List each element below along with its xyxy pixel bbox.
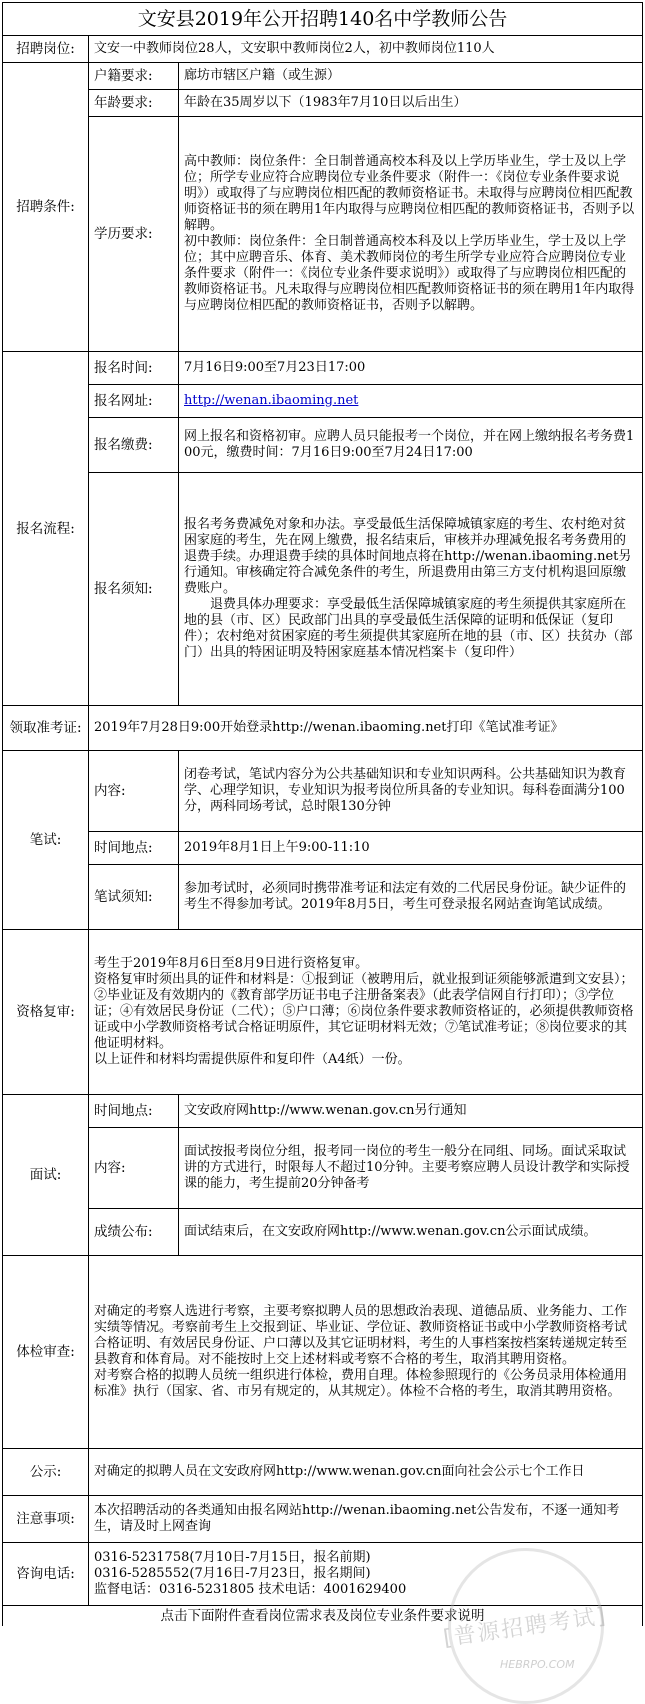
attachment-note[interactable]: 点击下面附件查看岗位需求表及岗位专业条件要求说明 xyxy=(3,1606,643,1627)
reg-fee-label: 报名缴费: xyxy=(89,418,179,473)
publicity-value: 对确定的拟聘人员在文安政府网http://www.wenan.gov.cn面向社会公示七个工作日 xyxy=(89,1449,643,1496)
age-value: 年龄在35周岁以下（1983年7月10日以后出生） xyxy=(179,90,643,117)
interview-time-row xyxy=(3,1095,643,1128)
announcement-table xyxy=(2,2,643,1626)
contact-line-2: 0316-5285552(7月16日-7月23日，报名期间) xyxy=(94,1566,371,1581)
education-label: 学历要求: xyxy=(89,117,179,352)
interview-score-label: 成绩公布: xyxy=(89,1209,179,1256)
watermark-seal-text: [普源招聘考试] xyxy=(441,1603,609,1652)
interview-time-value: 文安政府网http://www.wenan.gov.cn另行通知 xyxy=(179,1095,643,1128)
contact-row xyxy=(3,1543,643,1606)
interview-score-value: 面试结束后，在文安政府网http://www.wenan.gov.cn公示面试成绩。 xyxy=(179,1209,643,1256)
review-label: 资格复审: xyxy=(3,930,89,1095)
review-line-2: 资格复审时须出具的证件和材料是：①报到证（被聘用后，就业报到证须能够派遣到文安县）；②毕业证及有效期内的《教育部学历证书电子注册备案表》（此表学信网自行打印）；③学位证；④有效居民身份证（二代）；⑤户口薄；⑥岗位条件要求教师资格证的，必须提供教师资格证或中小学教师资格考试合格证明原件，其它证明材料无效；⑦笔试准考证；⑧岗位要求的其他证明材料。 xyxy=(94,972,634,1051)
education-row xyxy=(3,117,643,352)
reg-site-cell xyxy=(179,385,643,418)
interview-label: 面试: xyxy=(3,1095,89,1256)
age-row xyxy=(3,90,643,117)
reg-time-value: 7月16日9:00至7月23日17:00 xyxy=(179,352,643,385)
medical-label: 体检审查: xyxy=(3,1256,89,1449)
reg-notice-value xyxy=(179,473,643,706)
reg-site-row xyxy=(3,385,643,418)
publicity-label: 公示: xyxy=(3,1449,89,1496)
written-label: 笔试: xyxy=(3,751,89,930)
posts-row xyxy=(3,36,643,63)
registration-label: 报名流程: xyxy=(3,352,89,706)
attention-label: 注意事项: xyxy=(3,1496,89,1543)
contact-label: 咨询电话: xyxy=(3,1543,89,1606)
interview-content-value: 面试按报考岗位分组，报考同一岗位的考生一般分在同组、同场。面试采取试讲的方式进行，时限每人不超过10分钟。主要考察应聘人员设计教学和实际授课的能力，考生提前20分钟备考 xyxy=(179,1128,643,1209)
reg-notice-label: 报名须知: xyxy=(89,473,179,706)
household-value: 廊坊市辖区户籍（或生源） xyxy=(179,63,643,90)
contact-value xyxy=(89,1543,643,1606)
written-notice-label: 笔试须知: xyxy=(89,865,179,930)
review-value xyxy=(89,930,643,1095)
publicity-row xyxy=(3,1449,643,1496)
education-junior: 初中教师：岗位条件：全日制普通高校本科及以上学历毕业生，学士及以上学位；其中应聘音乐、体育、美术教师岗位的考生所学专业应符合应聘岗位专业条件要求（附件一：《岗位专业条件要求说明》）或取得了与应聘岗位相匹配的教师资格证书。凡未取得与应聘岗位相匹配教师资格证书的须在聘用1年内取得与应聘岗位相匹配的教师资格证书，否则予以解聘。 xyxy=(184,234,635,313)
education-value xyxy=(179,117,643,352)
footer-row xyxy=(3,1606,643,1627)
written-time-label: 时间地点: xyxy=(89,832,179,865)
review-line-3: 以上证件和材料均需提供原件和复印件（A4纸）一份。 xyxy=(94,1052,411,1067)
conditions-label: 招聘条件: xyxy=(3,63,89,352)
attention-value: 本次招聘活动的各类通知由报名网站http://wenan.ibaoming.net公告发布，不逐一通知考生，请及时上网查询 xyxy=(89,1496,643,1543)
posts-label: 招聘岗位: xyxy=(3,36,89,63)
interview-time-label: 时间地点: xyxy=(89,1095,179,1128)
written-notice-row xyxy=(3,865,643,930)
admission-row xyxy=(3,706,643,751)
reg-fee-row xyxy=(3,418,643,473)
medical-value xyxy=(89,1256,643,1449)
attention-row xyxy=(3,1496,643,1543)
page-title: 文安县2019年公开招聘140名中学教师公告 xyxy=(3,3,643,36)
review-row xyxy=(3,930,643,1095)
review-line-1: 考生于2019年8月6日至8月9日进行资格复审。 xyxy=(94,956,369,971)
admission-value: 2019年7月28日9:00开始登录http://wenan.ibaoming.net打印《笔试准考证》 xyxy=(89,706,643,751)
reg-time-row xyxy=(3,352,643,385)
reg-notice-row xyxy=(3,473,643,706)
written-time-value: 2019年8月1日上午9:00-11:10 xyxy=(179,832,643,865)
reg-time-label: 报名时间: xyxy=(89,352,179,385)
reg-site-link[interactable]: http://wenan.ibaoming.net xyxy=(184,393,359,408)
reg-site-label: 报名网址: xyxy=(89,385,179,418)
interview-content-row xyxy=(3,1128,643,1209)
household-label: 户籍要求: xyxy=(89,63,179,90)
title-row xyxy=(3,3,643,36)
reg-fee-value: 网上报名和资格初审。应聘人员只能报考一个岗位，并在网上缴纳报名考务费100元，缴费时间：7月16日9:00至7月24日17:00 xyxy=(179,418,643,473)
age-label: 年龄要求: xyxy=(89,90,179,117)
medical-p2: 对考察合格的拟聘人员统一组织进行体检，费用自理。体检参照现行的《公务员录用体检通用标准》执行（国家、省、市另有规定的，从其规定）。体检不合格的考生，取消其聘用资格。 xyxy=(94,1368,628,1399)
posts-value: 文安一中教师岗位28人，文安职中教师岗位2人，初中教师岗位110人 xyxy=(89,36,643,63)
interview-score-row xyxy=(3,1209,643,1256)
written-time-row xyxy=(3,832,643,865)
education-high: 高中教师：岗位条件：全日制普通高校本科及以上学历毕业生，学士及以上学位；所学专业应符合应聘岗位专业条件要求（附件一：《岗位专业条件要求说明》）或取得了与应聘岗位相匹配的教师资格证书。未取得与应聘岗位相匹配教师资格证书的须在聘用1年内取得与应聘岗位相匹配的教师资格证书，否则予以解聘。 xyxy=(184,154,635,233)
written-content-label: 内容: xyxy=(89,751,179,832)
interview-content-label: 内容: xyxy=(89,1128,179,1209)
reg-notice-p1: 报名考务费减免对象和办法。享受最低生活保障城镇家庭的考生、农村绝对贫困家庭的考生，先在网上缴费，报名结束后，审核并办理减免报名考务费用的退费手续。办理退费手续的具体时间地点将在http://wenan.ibaoming.net另行通知。审核确定符合减免条件的考生，所退费用由第三方支付机构退回原缴费账户。 xyxy=(184,517,632,596)
written-content-row xyxy=(3,751,643,832)
medical-p1: 对确定的考察人选进行考察，主要考察拟聘人员的思想政治表现、道德品质、业务能力、工作实绩等情况。考察前考生上交报到证、毕业证、学位证、教师资格证书或中小学教师资格考试合格证明、有效居民身份证、户口薄以及其它证明材料，考生的人事档案按档案转递规定转至县教育和体育局。对不能按时上交上述材料或考察不合格的考生，取消其聘用资格。 xyxy=(94,1304,628,1367)
contact-line-1: 0316-5231758(7月10日-7月15日，报名前期) xyxy=(94,1550,371,1565)
medical-row xyxy=(3,1256,643,1449)
watermark-brand: HEBRPO.COM xyxy=(500,1658,575,1671)
written-content-value: 闭卷考试，笔试内容分为公共基础知识和专业知识两科。公共基础知识为教育学、心理学知识，专业知识为报考岗位所具备的专业知识。每科卷面满分100分，两科同场考试，总时限130分钟 xyxy=(179,751,643,832)
admission-label: 领取准考证: xyxy=(3,706,89,751)
reg-notice-p2: 退费具体办理要求：享受最低生活保障城镇家庭的考生须提供其家庭所在地的县（市、区）民政部门出具的享受最低生活保障的证明和低保证（复印件）；农村绝对贫困家庭的考生须提供其家庭所在地的县（市、区）扶贫办（部门）出具的特困证明及特困家庭基本情况档案卡（复印件） xyxy=(184,597,633,660)
written-notice-value: 参加考试时，必须同时携带准考证和法定有效的二代居民身份证。缺少证件的考生不得参加考试。2019年8月5日，考生可登录报名网站查询笔试成绩。 xyxy=(179,865,643,930)
contact-line-3: 监督电话：0316-5231805 技术电话：4001629400 xyxy=(94,1582,407,1597)
household-row xyxy=(3,63,643,90)
